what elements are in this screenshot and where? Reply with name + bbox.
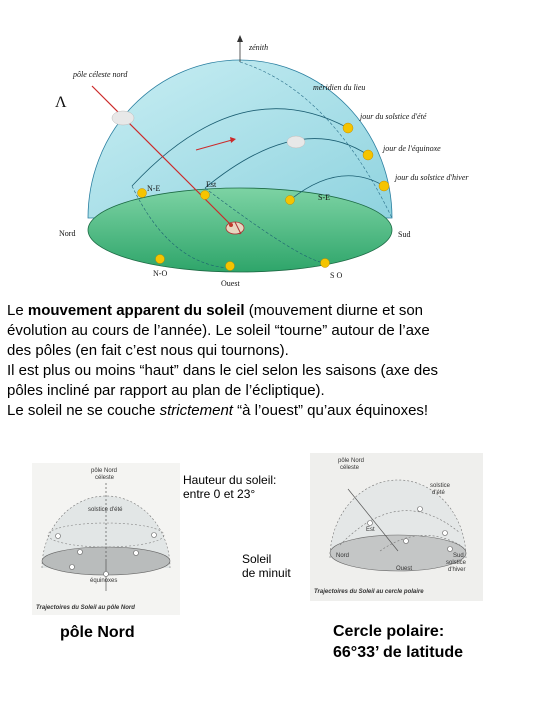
left-pole-label-2: céleste — [95, 475, 115, 481]
text-line-4: Il est plus ou moins “haut” dans le ciel selon les saisons (axe des — [7, 362, 439, 379]
right-winter-label-1: solstice — [446, 560, 467, 566]
caption-pole-nord: pôle Nord — [60, 624, 135, 641]
observer — [226, 222, 244, 234]
label-summer-solstice: jour du solstice d'été — [360, 112, 427, 121]
label-winter-solstice: jour du solstice d'hiver — [395, 173, 469, 182]
text-line-6: Le soleil ne se couche strictement “à l’ouest” qu’aux équinoxes! — [7, 402, 429, 419]
text-line-2: évolution au cours de l’année). Le soleil “tourne” autour de l’axe — [7, 322, 430, 339]
label-zenith: zénith — [249, 43, 269, 52]
right-sud-label: Sud — [453, 553, 464, 559]
right-est-label: Est — [366, 527, 375, 533]
right-winter-label-2: d'hiver — [448, 567, 466, 573]
label-se: S-E — [318, 193, 330, 202]
caption-cercle-polaire: Cercle polaire: 66°33’ de latitude — [333, 623, 464, 661]
sun-ne — [138, 189, 147, 198]
cercle-polaire-figure — [310, 453, 483, 601]
explanation-paragraph — [7, 301, 535, 421]
left-pole-label-1: pôle Nord — [91, 468, 118, 474]
hauteur-note: Hauteur du soleil: entre 0 et 23° — [183, 473, 277, 501]
celestial-sphere-diagram — [0, 0, 540, 295]
left-equinoxes-label: équinoxes — [90, 578, 118, 584]
right-summer-label-2: d'été — [432, 490, 445, 496]
sun-ouest — [226, 262, 235, 271]
label-ne: N-E — [147, 184, 161, 193]
sun-so — [321, 259, 330, 268]
label-celestial-pole: pôle céleste nord — [73, 70, 128, 79]
label-so: S O — [330, 271, 343, 280]
label-no: N-O — [153, 269, 168, 278]
right-nord-label: Nord — [336, 553, 350, 559]
cercle-polaire-svg — [310, 453, 483, 601]
sun-summer — [343, 123, 353, 133]
right-figure-caption: Trajectoires du Soleil au cercle polaire — [314, 589, 424, 595]
pole-nord-figure — [32, 463, 180, 615]
text-line-1: Le mouvement apparent du soleil (mouvement diurne et son — [7, 302, 424, 319]
label-est: Est — [206, 180, 217, 189]
sun-est — [201, 191, 210, 200]
label-meridian: méridien du lieu — [313, 83, 366, 92]
celestial-sphere-svg — [0, 0, 540, 295]
left-solstice-label: solstice d'été — [88, 507, 123, 513]
label-sud: Sud — [398, 230, 411, 239]
sun-no — [156, 255, 165, 264]
pole-nord-svg — [32, 463, 180, 615]
label-nord: Nord — [59, 229, 76, 238]
sun-equinox — [363, 150, 373, 160]
text-line-3: des pôles (en fait c’est nous qui tournons). — [7, 342, 289, 359]
right-pole-label-2: céleste — [340, 465, 360, 471]
label-ouest: Ouest — [221, 279, 240, 288]
text-line-5: pôles incliné par rapport au plan de l’écliptique). — [7, 382, 325, 399]
label-equinox: jour de l'équinoxe — [383, 144, 441, 153]
label-lambda: Λ — [55, 94, 67, 111]
right-summer-label-1: solstice — [430, 483, 451, 489]
left-figure-caption: Trajectoires du Soleil au pôle Nord — [36, 605, 135, 611]
right-ouest-label: Ouest — [396, 566, 413, 572]
sun-winter — [379, 181, 389, 191]
sun-se — [286, 196, 295, 205]
right-pole-label-1: pôle Nord — [338, 458, 365, 464]
soleil-minuit-note: Soleil de minuit — [242, 552, 291, 580]
